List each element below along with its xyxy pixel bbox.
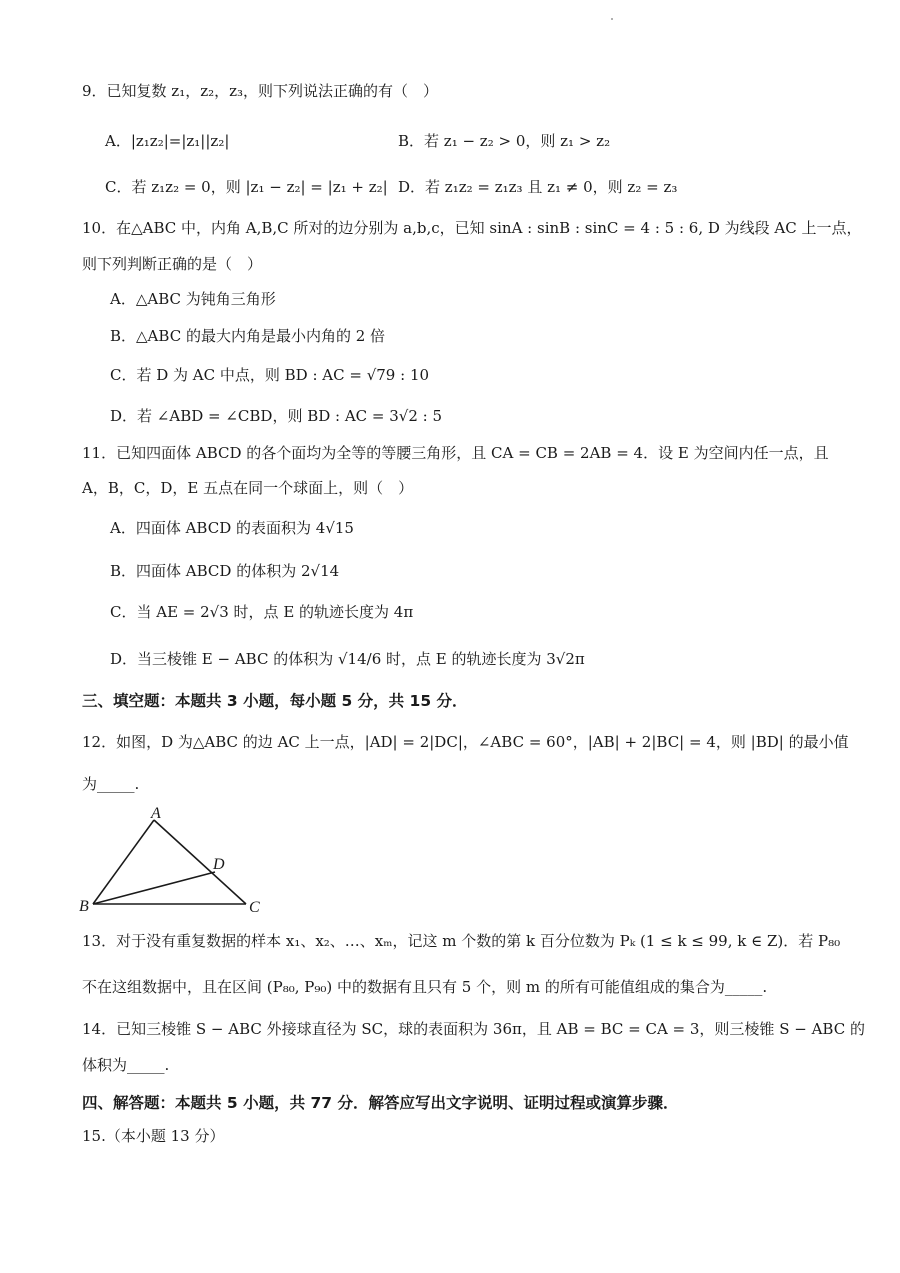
q11-option-b: B．四面体 ABCD 的体积为 2√14 bbox=[110, 562, 340, 580]
q14-line1: 14．已知三棱锥 S − ABC 外接球直径为 SC，球的表面积为 36π，且 AB = BC = CA = 3，则三棱锥 S − ABC 的 bbox=[82, 1020, 865, 1038]
q9-option-a: A．|z₁z₂|=|z₁||z₂| bbox=[105, 132, 230, 150]
q15-heading: 15.（本小题 13 分） bbox=[82, 1127, 225, 1145]
q12-line2: 为_____. bbox=[82, 775, 140, 793]
q13-line1: 13．对于没有重复数据的样本 x₁、x₂、…、xₘ，记这 m 个数的第 k 百分位数为 Pₖ (1 ≤ k ≤ 99, k ∈ Z)．若 P₈₀ bbox=[82, 932, 841, 950]
q10-option-b: B．△ABC 的最大内角是最小内角的 2 倍 bbox=[110, 327, 386, 345]
page-mark bbox=[611, 18, 613, 20]
q10-option-a: A．△ABC 为钝角三角形 bbox=[110, 290, 276, 308]
q9-option-b: B．若 z₁ − z₂ > 0，则 z₁ > z₂ bbox=[398, 132, 611, 150]
q9-stem: 9．已知复数 z₁，z₂，z₃，则下列说法正确的有（ ） bbox=[82, 82, 439, 100]
label-b: B bbox=[79, 898, 89, 915]
q9-option-d: D．若 z₁z₂ = z₁z₃ 且 z₁ ≠ 0，则 z₂ = z₃ bbox=[398, 178, 678, 196]
label-a: A bbox=[151, 805, 161, 822]
q10-option-d: D．若 ∠ABD = ∠CBD，则 BD : AC = 3√2 : 5 bbox=[110, 407, 443, 425]
q11-option-a: A．四面体 ABCD 的表面积为 4√15 bbox=[110, 519, 354, 537]
q10-option-c: C．若 D 为 AC 中点，则 BD : AC = √79 : 10 bbox=[110, 366, 430, 384]
q11-option-d: D．当三棱锥 E − ABC 的体积为 √14/6 时，点 E 的轨迹长度为 3√2π bbox=[110, 650, 585, 668]
segment-bd bbox=[93, 872, 215, 904]
q10-stem-line2: 则下列判断正确的是（ ） bbox=[82, 255, 263, 273]
q12-triangle-figure bbox=[76, 800, 276, 920]
q11-stem-line2: A，B，C，D，E 五点在同一个球面上，则（ ） bbox=[82, 479, 414, 497]
q14-line2: 体积为_____. bbox=[82, 1056, 170, 1074]
side-ab bbox=[93, 820, 154, 904]
section4-heading: 四、解答题：本题共 5 小题，共 77 分．解答应写出文字说明、证明过程或演算步骤． bbox=[82, 1094, 679, 1112]
q11-option-c: C．当 AE = 2√3 时，点 E 的轨迹长度为 4π bbox=[110, 603, 414, 621]
q13-line2: 不在这组数据中，且在区间 (P₈₀, P₉₀) 中的数据有且只有 5 个，则 m 的所有可能值组成的集合为_____. bbox=[82, 978, 768, 996]
q9-option-c: C．若 z₁z₂ = 0，则 |z₁ − z₂| = |z₁ + z₂| bbox=[105, 178, 388, 196]
label-d: D bbox=[213, 856, 225, 873]
label-c: C bbox=[249, 899, 260, 916]
q11-stem-line1: 11．已知四面体 ABCD 的各个面均为全等的等腰三角形，且 CA = CB = 2AB = 4．设 E 为空间内任一点，且 bbox=[82, 444, 829, 462]
q12-line1: 12．如图，D 为△ABC 的边 AC 上一点，|AD| = 2|DC|，∠ABC = 60°，|AB| + 2|BC| = 4，则 |BD| 的最小值 bbox=[82, 733, 849, 751]
q10-stem-line1: 10．在△ABC 中，内角 A,B,C 所对的边分别为 a,b,c，已知 sinA : sinB : sinC = 4 : 5 : 6, D 为线段 AC 上一点， bbox=[82, 219, 862, 237]
section3-heading: 三、填空题：本题共 3 小题，每小题 5 分，共 15 分． bbox=[82, 692, 468, 710]
side-ac bbox=[154, 820, 246, 904]
